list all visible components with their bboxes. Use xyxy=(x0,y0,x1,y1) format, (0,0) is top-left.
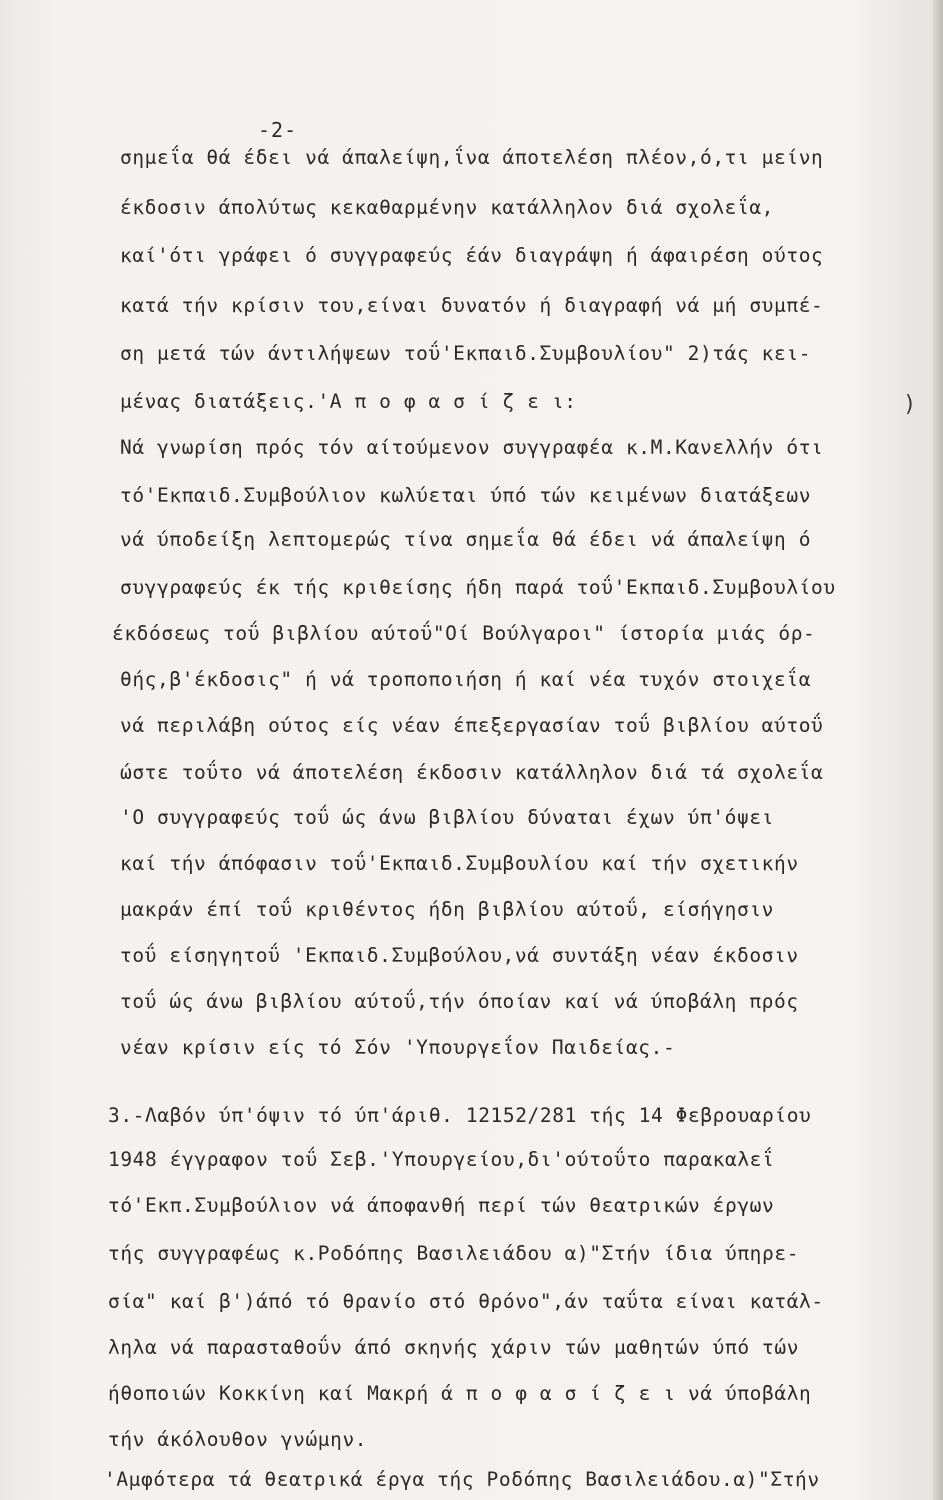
text-line: ση μετά τών άντιλήψεων τοΰ'Εκπαιδ.Συμβουλίου" 2)τάς κει- xyxy=(120,342,812,365)
text-line: τό'Εκπαιδ.Συμβούλιον κωλύεται ύπό τών κειμένων διατάξεων xyxy=(120,484,812,507)
text-line: έκδοσιν άπολύτως κεκαθαρμένην κατάλληλον διά σχολεΐα, xyxy=(120,196,775,219)
text-line: σία" καί β')άπό τό θρανίο στό θρόνο",άν ταΰτα είναι κατάλ- xyxy=(108,1290,824,1313)
text-line: έκδόσεως τοΰ βιβλίου αύτοΰ"Οί Βούλγαροι" ίστορία μιάς όρ- xyxy=(112,622,816,645)
text-line: 1948 έγγραφον τοΰ Σεβ.'Υπουργείου,δι'ούτοΰτο παρακαλεΐ xyxy=(108,1148,775,1171)
page-number: -2- xyxy=(258,118,298,142)
text-line: τό'Εκπ.Συμβούλιον νά άποφανθή περί τών θεατρικών έργων xyxy=(108,1194,775,1217)
text-line: νά ύποδείξη λεπτομερώς τίνα σημεΐα θά έδει νά άπαλείψη ό xyxy=(120,528,812,551)
text-line: τοΰ ώς άνω βιβλίου αύτοΰ,τήν όποίαν καί νά ύποβάλη πρός xyxy=(120,990,799,1013)
text-line: Νά γνωρίση πρός τόν αίτούμενον συγγραφέα κ.Μ.Κανελλήν ότι xyxy=(120,436,824,459)
text-line: μένας διατάξεις.'Α π ο φ α σ ί ζ ε ι: xyxy=(120,390,577,413)
text-line: ληλα νά παρασταθοΰν άπό σκηνής χάριν τών μαθητών ύπό τών xyxy=(108,1336,800,1359)
text-line: τοΰ είσηγητοΰ 'Εκπαιδ.Συμβούλου,νά συντάξη νέαν έκδοσιν xyxy=(120,944,799,967)
text-line: νά περιλάβη ούτος είς νέαν έπεξεργασίαν τοΰ βιβλίου αύτοΰ xyxy=(120,714,824,737)
text-line: νέαν κρίσιν είς τό Σόν 'Υπουργεΐον Παιδείας.- xyxy=(120,1036,676,1059)
text-line: 'Ο συγγραφεύς τοΰ ώς άνω βιβλίου δύναται έχων ύπ'όψει xyxy=(120,806,775,829)
text-line: θής,β'έκδοσις" ή νά τροποποιήση ή καί νέα τυχόν στοιχεΐα xyxy=(120,668,812,691)
text-line: συγγραφεύς έκ τής κριθείσης ήδη παρά τοΰ'Εκπαιδ.Συμβουλίου xyxy=(120,576,836,599)
text-line: καί τήν άπόφασιν τοΰ'Εκπαιδ.Συμβουλίου καί τήν σχετικήν xyxy=(120,852,799,875)
text-line: μακράν έπί τοΰ κριθέντος ήδη βιβλίου αύτοΰ, είσήγησιν xyxy=(120,898,775,921)
text-line: ώστε τοΰτο νά άποτελέση έκδοσιν κατάλληλον διά τά σχολεΐα xyxy=(120,761,824,784)
text-line: 3.-Λαβόν ύπ'όψιν τό ύπ'άριθ. 12152/281 τής 14 Φεβρουαρίου xyxy=(108,1104,812,1127)
text-line: τής συγγραφέως κ.Ροδόπης Βασιλειάδου α)"Στήν ίδια ύπηρε- xyxy=(108,1242,800,1265)
text-line: 'Αμφότερα τά θεατρικά έργα τής Ροδόπης Βασιλειάδου.α)"Στήν xyxy=(104,1468,820,1491)
margin-bracket-mark: ) xyxy=(903,392,917,417)
text-line: ήθοποιών Κοκκίνη καί Μακρή ά π ο φ α σ ί ζ ε ι νά ύποβάλη xyxy=(108,1382,812,1405)
text-line: σημεΐα θά έδει νά άπαλείψη,ΐνα άποτελέση πλέον,ό,τι μείνη xyxy=(120,146,824,169)
text-line: κατά τήν κρίσιν του,είναι δυνατόν ή διαγραφή νά μή συμπέ- xyxy=(120,294,824,317)
page-edge xyxy=(933,0,943,1500)
text-line: τήν άκόλουθον γνώμην. xyxy=(108,1428,368,1451)
text-line: καί'ότι γράφει ό συγγραφεύς έάν διαγράψη ή άφαιρέση ούτος xyxy=(120,244,824,267)
